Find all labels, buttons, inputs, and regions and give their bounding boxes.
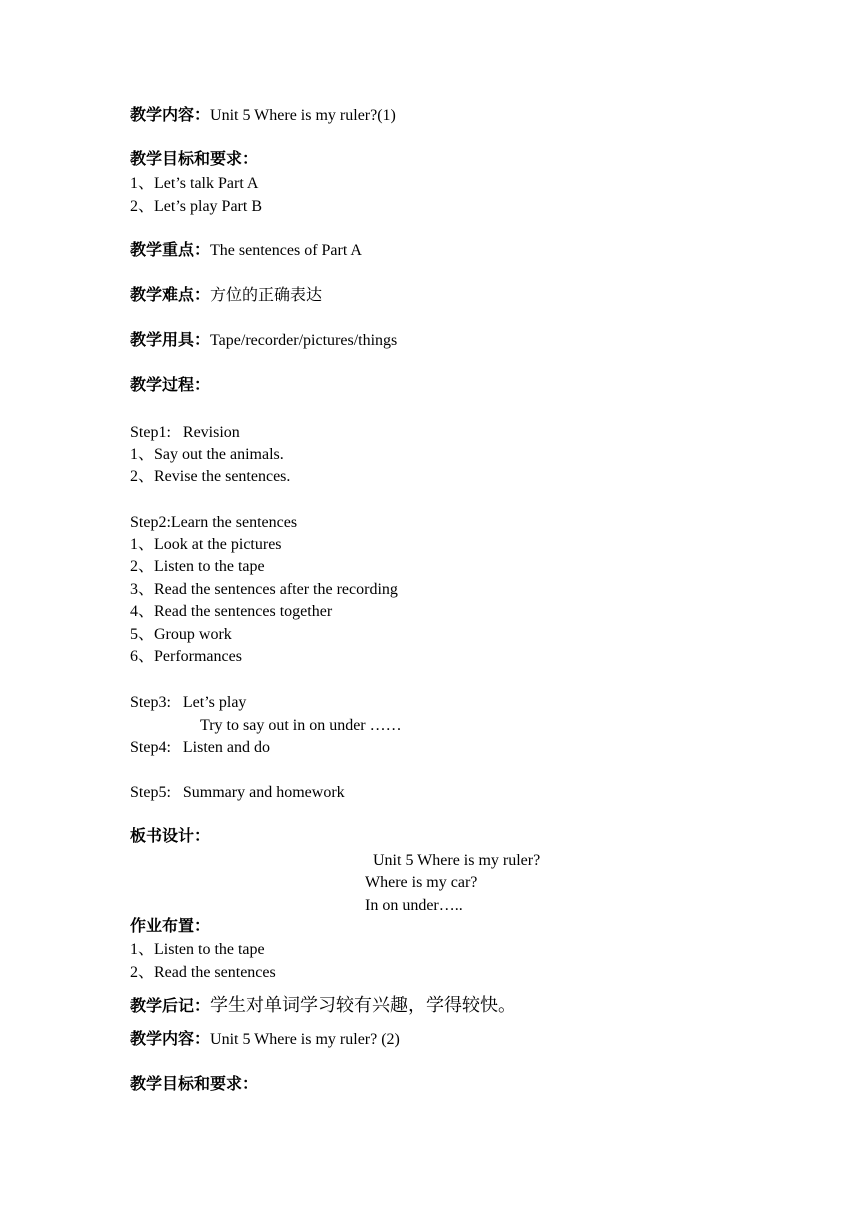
step2-item: 3、Read the sentences after the recording	[130, 581, 398, 598]
board-line: Where is my car?	[365, 874, 478, 891]
reflection-value: 学生对单词学习较有兴趣，学得较快。	[210, 995, 517, 1015]
step1-item: 2、Revise the sentences.	[130, 468, 291, 485]
board-line: In on under…..	[365, 897, 463, 914]
tools-value: Tape/recorder/pictures/things	[210, 332, 398, 349]
goal-item: 1、Let’s talk Part A	[130, 175, 259, 192]
content-value: Unit 5 Where is my ruler? (2)	[210, 1031, 400, 1048]
key-value: The sentences of Part A	[210, 242, 362, 259]
goals-label: 教学目标和要求：	[130, 151, 259, 168]
step2-item: 5、Group work	[130, 626, 232, 643]
key-points-row	[130, 241, 362, 261]
difficulty-value: 方位的正确表达	[210, 287, 323, 304]
process-label: 教学过程：	[130, 377, 211, 394]
content-label: 教学内容：	[130, 107, 211, 124]
reflection-row	[130, 995, 516, 1017]
step1-item: 1、Say out the animals.	[130, 446, 284, 463]
step5-heading: Step5: Summary and homework	[130, 784, 345, 801]
step2-item: 6、Performances	[130, 648, 242, 665]
lesson2-goals-label: 教学目标和要求：	[130, 1076, 259, 1093]
tools-label: 教学用具：	[130, 332, 211, 349]
homework-label: 作业布置：	[130, 918, 211, 935]
board-design-label: 板书设计：	[130, 828, 211, 845]
tools-row	[130, 331, 397, 351]
reflection-label: 教学后记：	[130, 998, 211, 1015]
step2-item: 2、Listen to the tape	[130, 558, 265, 575]
content-value: Unit 5 Where is my ruler?(1)	[210, 107, 396, 124]
step2-item: 4、Read the sentences together	[130, 603, 333, 620]
difficulty-row	[130, 286, 322, 306]
step3-heading: Step3: Let’s play	[130, 694, 247, 711]
difficulty-label: 教学难点：	[130, 287, 211, 304]
homework-item: 2、Read the sentences	[130, 964, 276, 981]
step2-heading: Step2:Learn the sentences	[130, 514, 298, 531]
homework-item: 1、Listen to the tape	[130, 941, 265, 958]
content-label: 教学内容：	[130, 1031, 211, 1048]
key-label: 教学重点：	[130, 242, 211, 259]
lesson1-content-row	[130, 106, 396, 126]
step4-heading: Step4: Listen and do	[130, 739, 270, 756]
step1-heading: Step1: Revision	[130, 424, 240, 441]
lesson2-content-row	[130, 1030, 400, 1050]
board-line: Unit 5 Where is my ruler?	[373, 852, 541, 869]
step2-item: 1、Look at the pictures	[130, 536, 282, 553]
goal-item: 2、Let’s play Part B	[130, 198, 262, 215]
step3-subline: Try to say out in on under ……	[200, 717, 402, 734]
